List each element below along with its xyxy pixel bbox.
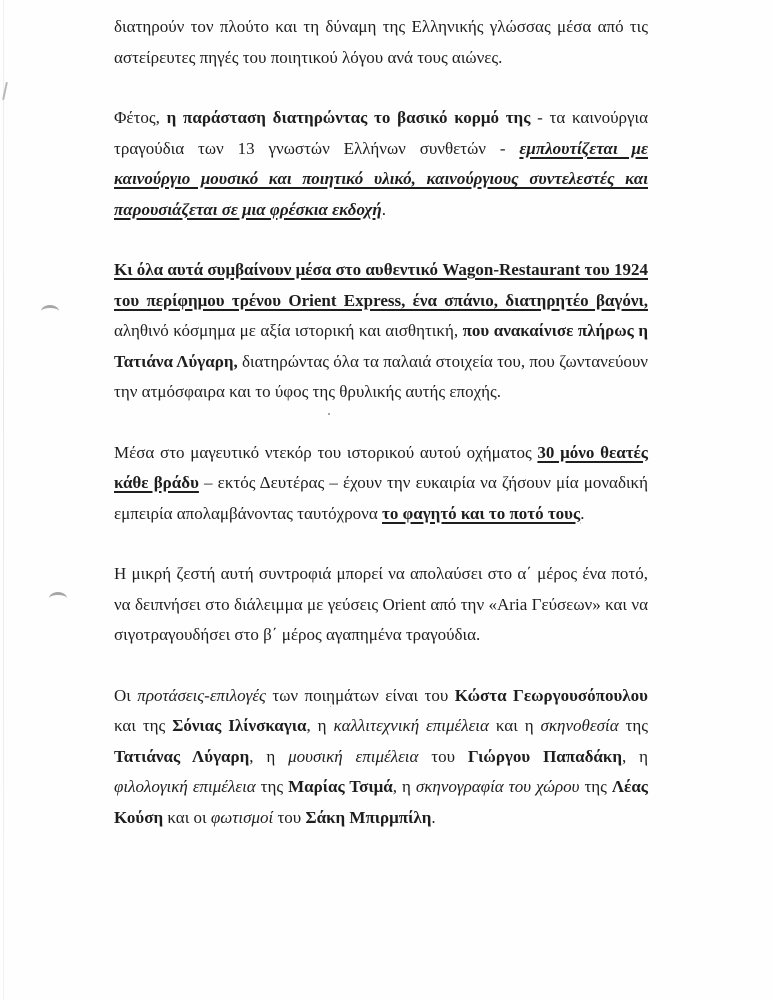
- scan-edge-shadow: [3, 0, 4, 1000]
- text-segment-normal: του: [273, 807, 306, 827]
- text-segment-bold: Σόνιας Ιλίνσκαγια: [172, 716, 307, 735]
- text-segment-normal: και η: [488, 716, 541, 735]
- text-segment-normal: της: [618, 716, 648, 735]
- text-segment-normal: - τα καινούργια τραγούδια των 13 γνωστών Ελλήνων συνθετών -: [114, 108, 648, 158]
- text-segment-normal: – εκτός Δευτέρας – έχουν την ευκαιρία να ζήσουν μία μοναδική εμπειρία απολαμβάνοντας ταυτόχρονα: [114, 473, 649, 523]
- text-segment-normal: .: [580, 503, 585, 523]
- text-segment-italic: φωτισμοί: [210, 807, 274, 827]
- paragraph-this-year: [114, 103, 648, 225]
- paragraph-audience: [114, 438, 648, 530]
- paragraph-evening-program: [114, 559, 648, 651]
- text-segment-normal: .: [381, 199, 386, 219]
- punch-hole-mark-icon: [41, 305, 59, 318]
- text-segment-italic: μουσική επιμέλεια: [288, 746, 419, 766]
- paragraph-orient-express-wagon: [114, 255, 648, 408]
- text-segment-bold-italic-underline: εμπλουτίζεται με καινούργιο μουσικό και ποιητικό υλικό, καινούργιους συντελεστές και παρουσιάζεται σε μια φρέσκια εκδοχή: [114, 138, 648, 219]
- text-segment-bold-underline: Κι όλα αυτά συμβαίνουν μέσα στο αυθεντικό Wagon-Restaurant του 1924 του περίφημου τρένου Orient Express, ένα σπάνιο, διατηρητέο βαγόνι,: [114, 260, 648, 310]
- text-segment-normal: Οι: [114, 685, 138, 705]
- text-segment-normal: του: [418, 746, 468, 766]
- text-segment-bold: Σάκη Μπιρμπίλη: [305, 807, 432, 827]
- text-segment-italic: σκηνογραφία του χώρου: [415, 777, 580, 796]
- text-segment-normal: αληθινό κόσμημα με αξία ιστορική και αισθητική,: [114, 321, 463, 340]
- text-segment-bold: Γιώργου Παπαδάκη: [467, 746, 622, 766]
- text-segment-normal: διατηρώντας όλα τα παλαιά στοιχεία του, που ζωντανεύουν την ατμόσφαιρα και το ύφος της θρυλικής αυτής εποχής.: [114, 351, 648, 401]
- text-segment-normal: και οι: [163, 807, 211, 827]
- text-segment-normal: , η: [249, 746, 289, 766]
- text-segment-bold: Τατιάνας Λύγαρη: [114, 746, 250, 766]
- text-segment-bold: Λέας Κούση: [114, 777, 648, 827]
- text-segment-normal: , η: [306, 716, 334, 735]
- text-segment-italic: φιλολογική επιμέλεια: [114, 777, 256, 796]
- text-segment-normal: διατηρούν τον πλούτο και τη δύναμη της Ελληνικής γλώσσας μέσα από τις αστείρευτες πηγές του ποιητικού λόγου ανά τους αιώνες.: [114, 17, 648, 67]
- text-segment-italic: σκηνοθεσία: [540, 716, 619, 735]
- text-segment-normal: Η μικρή ζεστή αυτή συντροφιά μπορεί να απολαύσει στο α΄ μέρος ένα ποτό, να δειπνήσει στο διάλειμμα με γεύσεις Orient από την «Aria Γεύσεων» και να σιγοτραγουδήσει στο β΄ μέρος αγαπημένα τραγούδια.: [114, 564, 648, 644]
- text-segment-normal: , η: [622, 746, 649, 766]
- text-segment-bold-underline: 30 μόνο θεατές κάθε βράδυ: [114, 442, 648, 492]
- text-segment-normal: και της: [114, 716, 173, 735]
- punch-hole-mark-icon: [49, 592, 67, 605]
- text-segment-bold: που ανακαίνισε πλήρως η Τατιάνα Λύγαρη,: [114, 321, 648, 371]
- text-segment-normal: Φέτος,: [114, 108, 167, 127]
- text-segment-normal: , η: [392, 777, 416, 796]
- text-segment-normal: Μέσα στο μαγευτικό ντεκόρ του ιστορικού αυτού οχήματος: [114, 442, 538, 462]
- text-segment-normal: .: [431, 807, 436, 827]
- text-segment-bold: Κώστα Γεωργουσόπουλου: [454, 685, 648, 705]
- text-segment-italic: προτάσεις-επιλογές: [137, 685, 266, 705]
- text-segment-bold: Μαρίας Τσιμά: [288, 777, 393, 796]
- text-segment-normal: της: [579, 777, 612, 796]
- text-segment-italic: καλλιτεχνική επιμέλεια: [333, 716, 489, 735]
- document-body: [114, 12, 648, 833]
- text-segment-bold: η παράσταση διατηρώντας το βασικό κορμό της: [166, 108, 531, 127]
- text-segment-normal: της: [255, 777, 289, 796]
- paragraph-intro-continuation: [114, 12, 648, 73]
- text-segment-normal: των ποιημάτων είναι του: [265, 685, 455, 705]
- text-segment-bold-underline: το φαγητό και το ποτό τους: [382, 503, 581, 523]
- paragraph-credits: [114, 681, 648, 834]
